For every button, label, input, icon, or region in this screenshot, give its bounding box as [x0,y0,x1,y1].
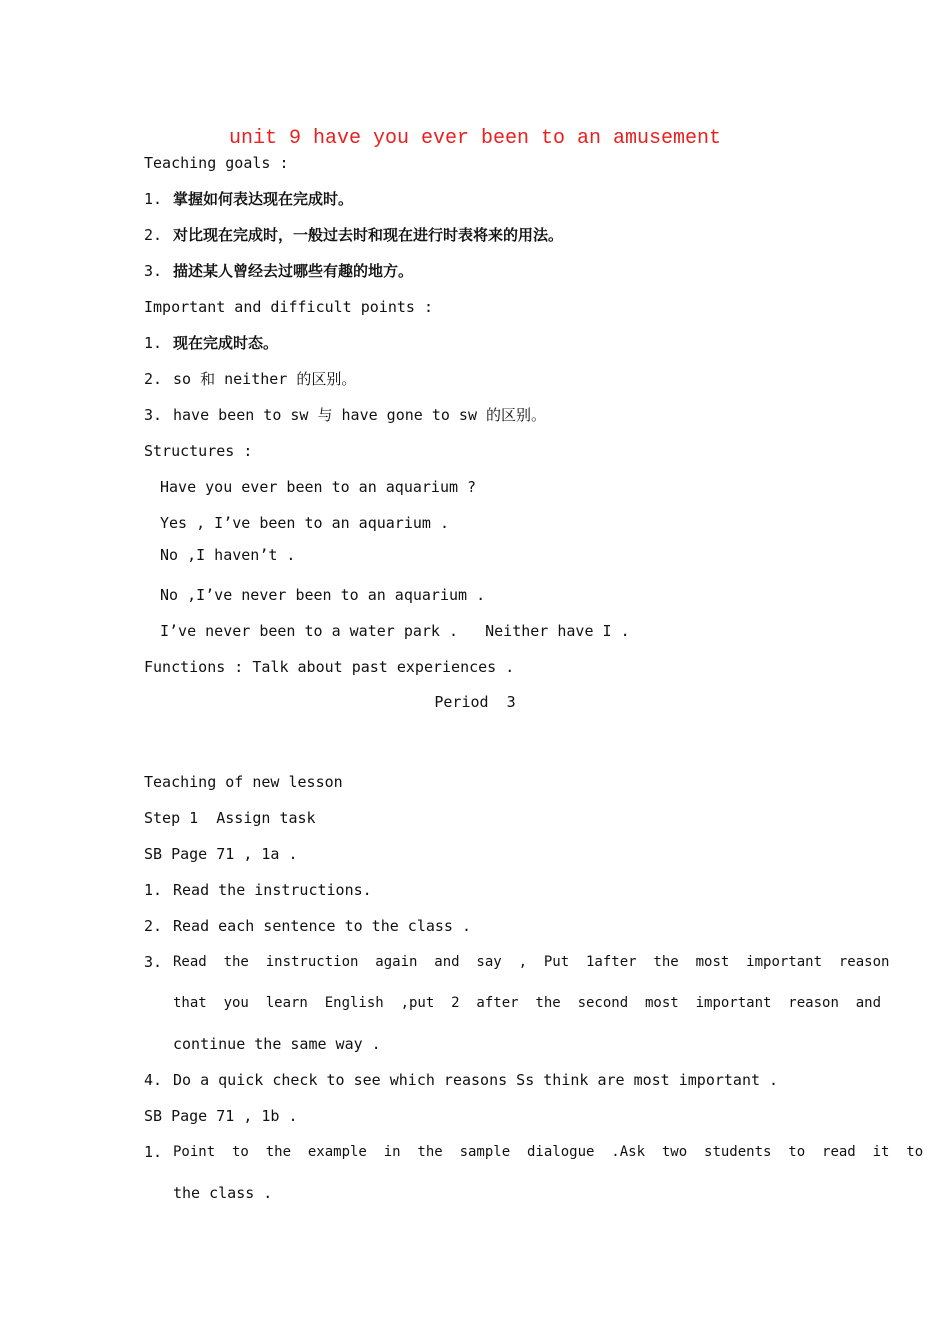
point-number: 3. [144,406,163,424]
structure-line: No ,I haven’t . [160,546,296,564]
goal-number: 1. [144,190,163,208]
step-text: that you learn English ,put 2 after the second most important reason and [173,995,882,1011]
step-number: 4. [144,1071,163,1089]
step-heading: Step 1 Assign task [144,809,316,827]
goal-text: 对比现在完成时，一般过去时和现在进行时表将来的用法。 [173,226,564,244]
step-number: 3. [144,953,163,971]
lesson-heading: Teaching of new lesson [144,773,343,791]
step-text: Do a quick check to see which reasons Ss think are most important . [173,1071,779,1089]
step-number: 1. [144,881,163,899]
point-text: so 和 neither 的区别。 [173,370,357,388]
structure-line: Yes , I’ve been to an aquarium . [160,514,449,532]
step-text: Point to the example in the sample dialogue .Ask two students to read it to [173,1144,924,1160]
functions-line: Functions : Talk about past experiences . [144,658,515,676]
structure-line: No ,I’ve never been to an aquarium . [160,586,486,604]
important-points-heading: Important and difficult points : [144,298,433,316]
step-text: the class . [173,1184,273,1202]
point-number: 1. [144,334,163,352]
step-number: 1. [144,1143,163,1161]
document-title: unit 9 have you ever been to an amusement [228,127,722,150]
structure-line: Have you ever been to an aquarium ? [160,478,477,496]
point-text: have been to sw 与 have gone to sw 的区别。 [173,406,547,424]
step-text: continue the same way . [173,1035,381,1053]
goal-number: 3. [144,262,163,280]
point-number: 2. [144,370,163,388]
structure-line: I’ve never been to a water park . Neither have I . [160,622,630,640]
teaching-goals-heading: Teaching goals : [144,154,289,172]
point-text: 现在完成时态。 [173,334,279,352]
goal-number: 2. [144,226,163,244]
sb-page-heading: SB Page 71 , 1b . [144,1107,298,1125]
step-text: Read the instructions. [173,881,372,899]
goal-text: 描述某人曾经去过哪些有趣的地方。 [173,262,414,280]
goal-text: 掌握如何表达现在完成时。 [173,190,354,208]
sb-page-heading: SB Page 71 , 1a . [144,845,298,863]
step-text: Read each sentence to the class . [173,917,472,935]
step-number: 2. [144,917,163,935]
structures-heading: Structures : [144,442,253,460]
step-text: Read the instruction again and say , Put 1after the most important reason [173,954,890,970]
period-heading: Period 3 [434,693,516,711]
